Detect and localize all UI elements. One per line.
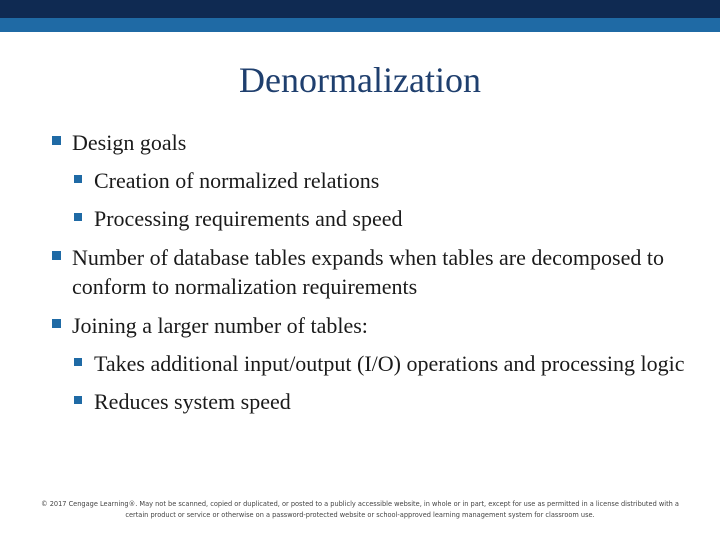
slide-title: Denormalization — [239, 60, 481, 100]
square-bullet-icon — [74, 175, 82, 183]
copyright-footer: © 2017 Cengage Learning®. May not be scanned, copied or duplicated, or posted to a publicly accessible website, in whole or in part, except for use as permitted in a license distributed with a certain product or service or otherwise on a password-protected website or school-approved learning management system for classroom use. — [41, 500, 679, 519]
bullet-text: Design goals — [72, 130, 187, 155]
bullet-text: Creation of normalized relations — [94, 168, 380, 193]
square-bullet-icon — [74, 358, 82, 366]
bullet-text: Joining a larger number of tables: — [72, 313, 368, 338]
bullet-text: Reduces system speed — [94, 389, 291, 414]
square-bullet-icon — [52, 319, 61, 328]
bullet-item — [52, 243, 692, 301]
bullet-text: Number of database tables expands when tables are decomposed to conform to normalization requirements — [72, 245, 664, 299]
header-bar — [0, 0, 720, 18]
bullet-text: Takes additional input/output (I/O) operations and processing logic — [94, 351, 685, 376]
square-bullet-icon — [74, 213, 82, 221]
bullet-list — [52, 128, 692, 416]
square-bullet-icon — [52, 251, 61, 260]
square-bullet-icon — [52, 136, 61, 145]
sub-bullet-item — [74, 204, 692, 233]
square-bullet-icon — [74, 396, 82, 404]
bullet-item — [52, 128, 692, 157]
bullet-text: Processing requirements and speed — [94, 206, 403, 231]
bullet-item — [52, 311, 692, 340]
sub-bullet-item — [74, 166, 692, 195]
sub-bullet-item — [74, 387, 692, 416]
header-accent-stripe — [0, 18, 720, 32]
sub-bullet-item — [74, 349, 692, 378]
